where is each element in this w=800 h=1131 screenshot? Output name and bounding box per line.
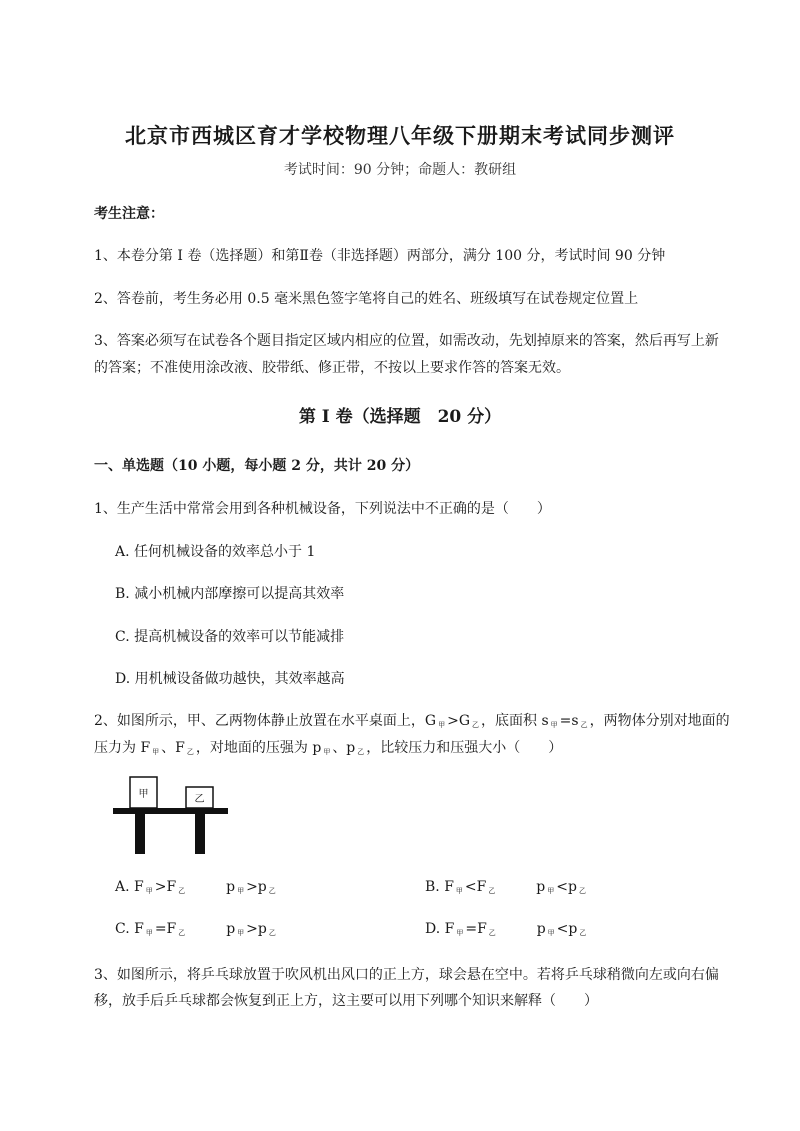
block-yi-label: 乙	[194, 794, 205, 805]
table-top	[113, 808, 228, 814]
q2-option-b[interactable]: B. F $_甲$ <F $_乙$ p $_甲$ <p $_乙$	[425, 879, 586, 895]
q1-stem: 1、生产生活中常常会用到各种机械设备，下列说法中不正确的是（ ）	[94, 501, 551, 517]
q2-stem-line2: 压力为 F $_甲$ 、F $_乙$ ，对地面的压强为 p $_甲$ 、p $_乙$ ，比较压力和压强大小（ ）	[94, 740, 563, 756]
exam-info: 考试时间：90 分钟；命题人：教研组	[283, 162, 517, 178]
q1-option-b[interactable]: B. 减小机械内部摩擦可以提高其效率	[115, 586, 345, 602]
table-leg-left	[135, 814, 145, 854]
q1-option-c[interactable]: C. 提高机械设备的效率可以节能减排	[115, 629, 345, 645]
block-jia-label: 甲	[138, 789, 149, 800]
q2-option-d[interactable]: D. F $_甲$ =F $_乙$ p $_甲$ <p $_乙$	[425, 921, 587, 937]
q3-stem-line2: 移，放手后乒乓球都会恢复到正上方，这主要可以用下列哪个知识来解释（ ）	[94, 993, 598, 1009]
page-title: 北京市西城区育才学校物理八年级下册期末考试同步测评	[125, 123, 675, 148]
notice-item-continued: 的答案；不准使用涂改液、胶带纸、修正带，不按以上要求作答的答案无效。	[94, 360, 570, 376]
q3-stem-line1: 3、如图所示，将乒乓球放置于吹风机出风口的正上方，球会悬在空中。若将乒乓球稍微向左或向右偏	[94, 967, 719, 983]
table-leg-right	[195, 814, 205, 854]
q1-option-a[interactable]: A. 任何机械设备的效率总小于 1	[115, 544, 316, 560]
part-heading: 一、单选题（10 小题，每小题 2 分，共计 20 分）	[94, 458, 420, 474]
section-title: 第 I 卷（选择题 20 分）	[298, 407, 502, 427]
q2-figure-table	[113, 772, 228, 854]
notice-item: 2、答卷前，考生务必用 0.5 毫米黑色签字笔将自己的姓名、班级填写在试卷规定位置上	[94, 291, 639, 307]
notice-item: 1、本卷分第 I 卷（选择题）和第Ⅱ卷（非选择题）两部分，满分 100 分，考试时间 90 分钟	[94, 248, 666, 264]
q2-option-c[interactable]: C. F $_甲$ =F $_乙$ p $_甲$ >p $_乙$	[115, 921, 276, 937]
q1-option-d[interactable]: D. 用机械设备做功越快，其效率越高	[115, 671, 345, 687]
q2-option-a[interactable]: A. F $_甲$ >F $_乙$ p $_甲$ >p $_乙$	[115, 879, 276, 895]
q2-stem-line1: 2、如图所示，甲、乙两物体静止放置在水平桌面上，G $_甲$ >G $_乙$ ，底面积 s $_甲$ =s $_乙$ ，两物体分别对地面的	[94, 713, 730, 729]
notice-item: 3、答案必须写在试卷各个题目指定区域内相应的位置，如需改动，先划掉原来的答案，然后再写上新	[94, 333, 719, 349]
notice-heading: 考生注意：	[94, 206, 164, 222]
